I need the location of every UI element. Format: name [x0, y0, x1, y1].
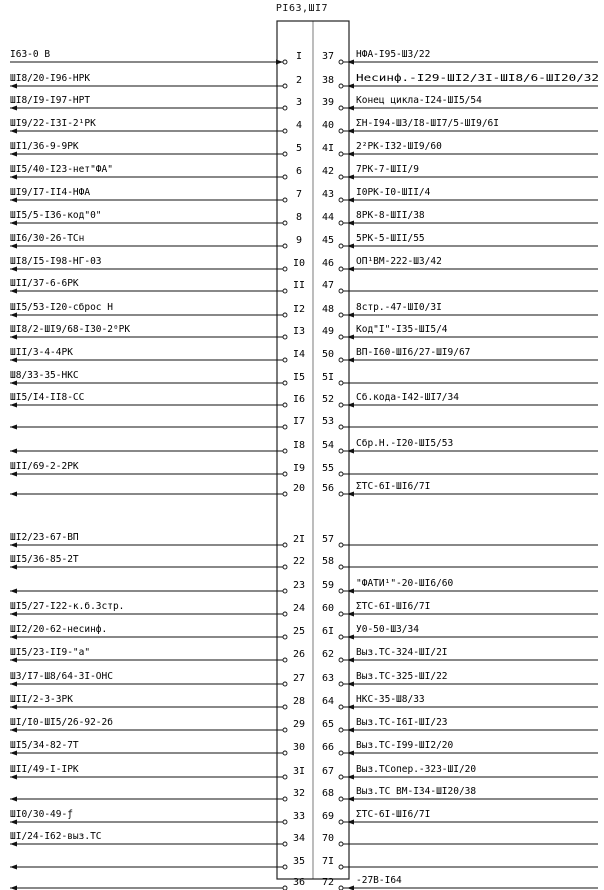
contact-right-66: [339, 751, 343, 755]
arrow-out-left-5: [10, 152, 17, 157]
label-left-28: ШII/2-3-3РК: [10, 694, 73, 705]
contact-right-69: [339, 820, 343, 824]
arrow-out-left-23: [10, 589, 17, 594]
pin-number-5I: 5I: [321, 372, 335, 383]
pin-number-20: 20: [292, 483, 306, 494]
contact-right-65: [339, 728, 343, 732]
arrow-out-left-26: [10, 658, 17, 663]
label-left-34: ШI/24-I62-выз.ТС: [10, 831, 102, 842]
label-right-66: Выз.ТС-I99-ШI2/20: [356, 740, 454, 751]
contact-right-42: [339, 175, 343, 179]
contact-right-60: [339, 612, 343, 616]
pin-number-4: 4: [295, 120, 303, 131]
arrow-in-right-62: [347, 658, 354, 663]
arrow-in-right-43: [347, 198, 354, 203]
arrow-in-right-72: [347, 886, 354, 890]
contact-right-49: [339, 335, 343, 339]
contact-right-55: [339, 472, 343, 476]
pin-number-30: 30: [292, 742, 306, 753]
pin-number-53: 53: [321, 416, 335, 427]
contact-left-25: [283, 635, 287, 639]
contact-left-7: [283, 198, 287, 202]
contact-left-I2: [283, 313, 287, 317]
pin-number-I0: I0: [292, 258, 306, 269]
contact-left-I0: [283, 267, 287, 271]
label-right-4I: 2²РК-I32-ШI9/60: [356, 141, 442, 152]
label-left-33: ШI0/30-49-ƒ: [10, 809, 73, 820]
label-left-I5: Ш8/33-35-НКС: [10, 370, 79, 381]
label-left-29: ШI/I0-ШI5/26-92-2б: [10, 717, 113, 728]
contact-left-9: [283, 244, 287, 248]
pin-number-34: 34: [292, 833, 306, 844]
label-right-38: Несинф.-I29-ШI2/3I-ШI8/6-ШI20/32: [356, 73, 599, 84]
contact-right-58: [339, 565, 343, 569]
pin-number-I4: I4: [292, 349, 306, 360]
pin-number-43: 43: [321, 189, 335, 200]
pin-number-57: 57: [321, 534, 335, 545]
label-right-72: -27В-I64: [356, 875, 402, 886]
pin-number-I5: I5: [292, 372, 306, 383]
pin-number-I8: I8: [292, 440, 306, 451]
arrow-out-left-32: [10, 797, 17, 802]
contact-right-37: [339, 60, 343, 64]
contact-left-26: [283, 658, 287, 662]
pin-number-I3: I3: [292, 326, 306, 337]
arrow-out-left-I3: [10, 335, 17, 340]
contact-left-3I: [283, 775, 287, 779]
label-right-60: ΣТС-6I-ШI6/7I: [356, 601, 431, 612]
pin-rows: [10, 49, 599, 890]
arrow-in-right-66: [347, 751, 354, 756]
arrow-in-right-64: [347, 705, 354, 710]
pin-number-35: 35: [292, 856, 306, 867]
label-left-6: ШI5/40-I23-нет"ФА": [10, 164, 113, 175]
arrow-out-left-I6: [10, 403, 17, 408]
contact-left-6: [283, 175, 287, 179]
pin-number-3: 3: [295, 97, 303, 108]
label-right-44: 8РК-8-ШII/38: [356, 210, 425, 221]
contact-left-28: [283, 705, 287, 709]
contact-right-7I: [339, 865, 343, 869]
pin-number-24: 24: [292, 603, 306, 614]
contact-right-59: [339, 589, 343, 593]
label-left-I3: ШI8/2-ШI9/68-I30-2⁰РК: [10, 324, 131, 335]
arrow-out-left-28: [10, 705, 17, 710]
pin-number-I: I: [295, 51, 303, 62]
arrow-in-right-59: [347, 589, 354, 594]
label-left-I9: ШII/69-2-2РК: [10, 461, 79, 472]
pin-number-29: 29: [292, 719, 306, 730]
arrow-out-left-36: [10, 886, 17, 890]
contact-right-70: [339, 842, 343, 846]
pin-number-I7: I7: [292, 416, 306, 427]
contact-left-29: [283, 728, 287, 732]
contact-right-68: [339, 797, 343, 801]
label-left-25: ШI2/20-62-несинф.: [10, 624, 108, 635]
arrow-in-right-60: [347, 612, 354, 617]
contact-left-4: [283, 129, 287, 133]
contact-right-43: [339, 198, 343, 202]
pin-number-27: 27: [292, 673, 306, 684]
pin-number-9: 9: [295, 235, 303, 246]
pin-number-67: 67: [321, 766, 335, 777]
arrow-in-right-68: [347, 797, 354, 802]
pin-number-26: 26: [292, 649, 306, 660]
pin-number-4I: 4I: [321, 143, 335, 154]
pin-number-5: 5: [295, 143, 303, 154]
label-left-9: ШI6/30-26-ТСн: [10, 233, 85, 244]
label-right-45: 5РК-5-ШII/55: [356, 233, 425, 244]
contact-right-6I: [339, 635, 343, 639]
label-left-22: ШI5/36-85-2Т: [10, 554, 79, 565]
arrow-in-right-37: [347, 60, 354, 65]
arrow-in-right-42: [347, 175, 354, 180]
contact-left-I6: [283, 403, 287, 407]
pin-number-40: 40: [321, 120, 335, 131]
pin-number-I6: I6: [292, 394, 306, 405]
arrow-in-right-50: [347, 358, 354, 363]
arrow-out-left-35: [10, 865, 17, 870]
arrow-in-right-63: [347, 682, 354, 687]
arrow-out-left-II: [10, 289, 17, 294]
pin-number-46: 46: [321, 258, 335, 269]
contact-left-I: [283, 60, 287, 64]
contact-right-39: [339, 106, 343, 110]
contact-left-II: [283, 289, 287, 293]
arrow-out-left-3: [10, 106, 17, 111]
pin-number-I9: I9: [292, 463, 306, 474]
arrow-in-right-67: [347, 775, 354, 780]
arrow-in-right-54: [347, 449, 354, 454]
contact-left-27: [283, 682, 287, 686]
label-right-6I: У0-50-Ш3/34: [356, 624, 419, 635]
pin-number-22: 22: [292, 556, 306, 567]
pin-number-2: 2: [295, 75, 303, 86]
label-right-64: НКС-35-Ш8/33: [356, 694, 425, 705]
pin-number-48: 48: [321, 304, 335, 315]
label-right-49: Код"I"-I35-ШI5/4: [356, 324, 448, 335]
arrow-out-left-24: [10, 612, 17, 617]
contact-left-3: [283, 106, 287, 110]
label-left-II: ШII/37-6-6РК: [10, 278, 79, 289]
label-right-39: Конец цикла-I24-ШI5/54: [356, 95, 482, 106]
pin-number-II: II: [292, 280, 306, 291]
pin-number-49: 49: [321, 326, 335, 337]
pin-number-45: 45: [321, 235, 335, 246]
contact-left-I3: [283, 335, 287, 339]
label-right-59: "ФАТИ¹"-20-ШI6/60: [356, 578, 454, 589]
arrow-in-right-48: [347, 313, 354, 318]
arrow-out-left-I5: [10, 381, 17, 386]
contact-right-64: [339, 705, 343, 709]
label-right-54: Сбр.Н.-I20-ШI5/53: [356, 438, 454, 449]
label-left-3I: ШII/49-I-IРК: [10, 764, 79, 775]
arrow-out-left-2I: [10, 543, 17, 548]
contact-right-46: [339, 267, 343, 271]
pin-number-2I: 2I: [292, 534, 306, 545]
contact-right-53: [339, 425, 343, 429]
label-right-56: ΣТС-6I-ШI6/7I: [356, 481, 431, 492]
pin-number-56: 56: [321, 483, 335, 494]
label-left-I0: ШI8/I5-I98-НГ-03: [10, 256, 102, 267]
contact-right-54: [339, 449, 343, 453]
pin-number-62: 62: [321, 649, 335, 660]
pin-number-60: 60: [321, 603, 335, 614]
contact-right-4I: [339, 152, 343, 156]
pin-number-7I: 7I: [321, 856, 335, 867]
label-left-3: ШI8/I9-I97-НРТ: [10, 95, 91, 106]
label-right-69: ΣТС-6I-ШI6/7I: [356, 809, 431, 820]
pin-number-8: 8: [295, 212, 303, 223]
contact-left-36: [283, 886, 287, 890]
pin-number-42: 42: [321, 166, 335, 177]
contact-left-2: [283, 84, 287, 88]
contact-right-5I: [339, 381, 343, 385]
label-left-30: ШI5/34-82-7Т: [10, 740, 79, 751]
arrow-out-left-7: [10, 198, 17, 203]
contact-left-33: [283, 820, 287, 824]
contact-left-22: [283, 565, 287, 569]
contact-right-47: [339, 289, 343, 293]
pin-number-64: 64: [321, 696, 335, 707]
contact-left-I8: [283, 449, 287, 453]
label-left-27: Ш3/I7-Ш8/64-3I-ОНС: [10, 671, 113, 682]
pin-number-68: 68: [321, 788, 335, 799]
pin-number-28: 28: [292, 696, 306, 707]
arrow-out-left-6: [10, 175, 17, 180]
arrow-out-left-I2: [10, 313, 17, 318]
arrow-out-left-34: [10, 842, 17, 847]
arrow-in-left-I: [276, 60, 283, 65]
pin-number-3I: 3I: [292, 766, 306, 777]
contact-right-52: [339, 403, 343, 407]
pin-number-7: 7: [295, 189, 303, 200]
label-left-I: I63-0 В: [10, 49, 51, 60]
contact-left-32: [283, 797, 287, 801]
contact-left-20: [283, 492, 287, 496]
label-left-7: ШI9/I7-II4-НФА: [10, 187, 91, 198]
pin-number-36: 36: [292, 877, 306, 888]
pin-number-63: 63: [321, 673, 335, 684]
contact-right-38: [339, 84, 343, 88]
contact-right-44: [339, 221, 343, 225]
label-left-I6: ШI5/I4-II8-СС: [10, 392, 85, 403]
arrow-out-left-9: [10, 244, 17, 249]
label-left-I2: ШI5/53-I20-сброс Н: [10, 302, 113, 313]
label-left-2: ШI8/20-I96-НРК: [10, 73, 91, 84]
arrow-in-right-45: [347, 244, 354, 249]
pin-number-59: 59: [321, 580, 335, 591]
arrow-in-right-69: [347, 820, 354, 825]
arrow-out-left-29: [10, 728, 17, 733]
pin-number-33: 33: [292, 811, 306, 822]
arrow-in-right-52: [347, 403, 354, 408]
arrow-out-left-I0: [10, 267, 17, 272]
contact-left-I4: [283, 358, 287, 362]
arrow-out-left-8: [10, 221, 17, 226]
pin-number-39: 39: [321, 97, 335, 108]
arrow-out-left-27: [10, 682, 17, 687]
label-right-50: ВП-I60-ШI6/27-ШI9/67: [356, 347, 471, 358]
label-right-42: 7РК-7-ШII/9: [356, 164, 419, 175]
contact-right-40: [339, 129, 343, 133]
contact-right-63: [339, 682, 343, 686]
contact-left-I7: [283, 425, 287, 429]
pin-number-6: 6: [295, 166, 303, 177]
contact-left-5: [283, 152, 287, 156]
arrow-in-right-40: [347, 129, 354, 134]
arrow-out-left-3I: [10, 775, 17, 780]
pin-number-38: 38: [321, 75, 335, 86]
pin-number-52: 52: [321, 394, 335, 405]
pin-number-32: 32: [292, 788, 306, 799]
arrow-in-right-56: [347, 492, 354, 497]
arrow-out-left-I4: [10, 358, 17, 363]
pin-number-44: 44: [321, 212, 335, 223]
arrow-out-left-2: [10, 84, 17, 89]
arrow-in-right-46: [347, 267, 354, 272]
contact-right-57: [339, 543, 343, 547]
contact-right-50: [339, 358, 343, 362]
contact-left-23: [283, 589, 287, 593]
arrow-in-right-65: [347, 728, 354, 733]
label-right-62: Выз.ТС-324-ШI/2I: [356, 647, 448, 658]
contact-right-62: [339, 658, 343, 662]
pin-number-54: 54: [321, 440, 335, 451]
pin-number-47: 47: [321, 280, 335, 291]
arrow-in-right-38: [347, 84, 354, 89]
pin-number-70: 70: [321, 833, 335, 844]
label-right-67: Выз.ТСопер.-323-ШI/20: [356, 764, 477, 775]
connector-title: PI63,ШI7: [275, 3, 329, 14]
pin-number-23: 23: [292, 580, 306, 591]
arrow-in-right-44: [347, 221, 354, 226]
contact-right-67: [339, 775, 343, 779]
arrow-out-left-25: [10, 635, 17, 640]
pin-number-50: 50: [321, 349, 335, 360]
label-right-68: Выз.ТС ВМ-I34-ШI20/38: [356, 786, 477, 797]
pin-number-65: 65: [321, 719, 335, 730]
arrow-out-left-33: [10, 820, 17, 825]
label-right-65: Выз.ТС-I6I-ШI/23: [356, 717, 448, 728]
contact-right-72: [339, 886, 343, 890]
arrow-out-left-I9: [10, 472, 17, 477]
label-left-26: ШI5/23-II9-"а": [10, 647, 91, 658]
contact-right-56: [339, 492, 343, 496]
pin-number-66: 66: [321, 742, 335, 753]
arrow-out-left-30: [10, 751, 17, 756]
label-left-24: ШI5/27-I22-к.б.3стр.: [10, 601, 125, 612]
arrow-in-right-6I: [347, 635, 354, 640]
pin-number-37: 37: [321, 51, 335, 62]
label-left-4: ШI9/22-I3I-2¹РК: [10, 118, 96, 129]
label-right-40: ΣН-I94-Ш3/I8-ШI7/5-ШI9/6I: [356, 118, 499, 129]
pin-number-25: 25: [292, 626, 306, 637]
contact-right-45: [339, 244, 343, 248]
label-right-52: Сб.кода-I42-ШI7/34: [356, 392, 459, 403]
contact-left-I9: [283, 472, 287, 476]
pin-number-I2: I2: [292, 304, 306, 315]
contact-left-24: [283, 612, 287, 616]
contact-left-35: [283, 865, 287, 869]
label-left-8: ШI5/5-I36-код"0": [10, 210, 102, 221]
pin-number-69: 69: [321, 811, 335, 822]
label-right-48: 8стр.-47-ШI0/3I: [356, 302, 442, 313]
contact-left-30: [283, 751, 287, 755]
contact-right-48: [339, 313, 343, 317]
pin-number-58: 58: [321, 556, 335, 567]
arrow-out-left-I7: [10, 425, 17, 430]
label-right-63: Выз.ТС-325-ШI/22: [356, 671, 448, 682]
pin-number-55: 55: [321, 463, 335, 474]
arrow-in-right-49: [347, 335, 354, 340]
arrow-out-left-20: [10, 492, 17, 497]
label-left-I4: ШII/3-4-4РК: [10, 347, 73, 358]
arrow-out-left-4: [10, 129, 17, 134]
label-right-46: ОП¹ВМ-222-Ш3/42: [356, 256, 442, 267]
arrow-in-right-4I: [347, 152, 354, 157]
label-right-37: НФА-I95-Ш3/22: [356, 49, 431, 60]
arrow-out-left-22: [10, 565, 17, 570]
arrow-in-right-39: [347, 106, 354, 111]
contact-left-I5: [283, 381, 287, 385]
arrow-out-left-I8: [10, 449, 17, 454]
contact-left-2I: [283, 543, 287, 547]
label-left-5: ШI1/36-9-9РК: [10, 141, 79, 152]
pin-number-72: 72: [321, 877, 335, 888]
pin-number-6I: 6I: [321, 626, 335, 637]
contact-left-8: [283, 221, 287, 225]
label-right-43: I0РК-I0-ШII/4: [356, 187, 431, 198]
label-left-2I: ШI2/23-67-ВП: [10, 532, 79, 543]
contact-left-34: [283, 842, 287, 846]
